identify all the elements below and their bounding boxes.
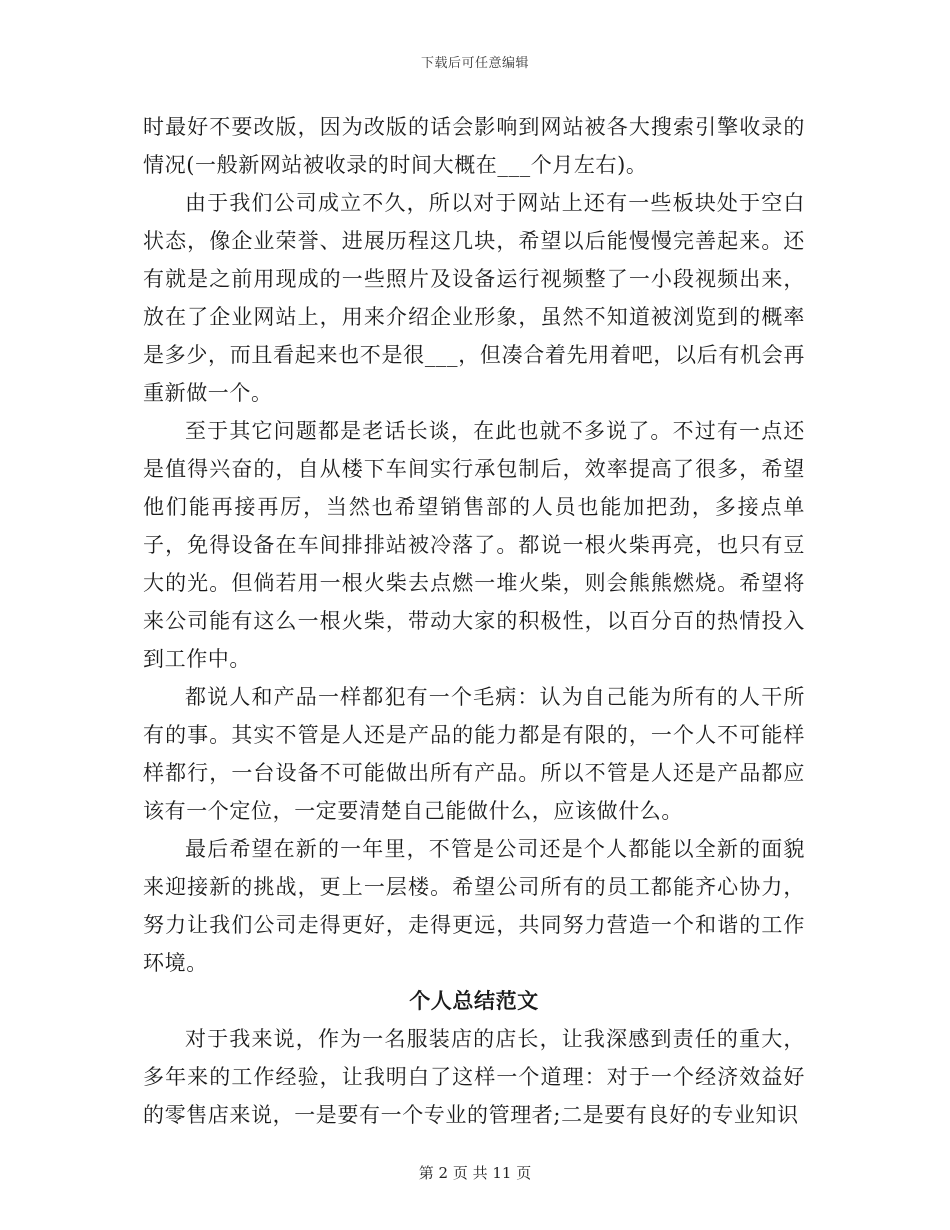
paragraph: 最后希望在新的一年里，不管是公司还是个人都能以全新的面貌来迎接新的挑战，更上一层楼。希望公司所有的员工都能齐心协力，努力让我们公司走得更好，走得更远，共同努力营造一个和谐的工作环境。 [143, 837, 805, 975]
paragraph: 都说人和产品一样都犯有一个毛病：认为自己能为所有的人干所有的事。其实不管是人还是产品的能力都是有限的，一个人不可能样样都行，一台设备不可能做出所有产品。所以不管是人还是产品都应该有一个定位，一定要清楚自己能做什么，应该做什么。 [143, 685, 805, 823]
paragraph: 对于我来说，作为一名服装店的店长，让我深感到责任的重大，多年来的工作经验，让我明白了这样一个道理：对于一个经济效益好的零售店来说，一是要有一个专业的管理者;二是要有良好的专业知识 [143, 1027, 805, 1127]
paragraph: 由于我们公司成立不久，所以对于网站上还有一些板块处于空白状态，像企业荣誉、进展历程这几块，希望以后能慢慢完善起来。还有就是之前用现成的一些照片及设备运行视频整了一小段视频出来，放在了企业网站上，用来介绍企业形象，虽然不知道被浏览到的概率是多少，而且看起来也不是很___，但凑合着先用着吧，以后有机会再重新做一个。 [143, 191, 805, 405]
page-footer: 第 2 页 共 11 页 [418, 1164, 532, 1182]
paragraph: 至于其它问题都是老话长谈，在此也就不多说了。不过有一点还是值得兴奋的，自从楼下车间实行承包制后，效率提高了很多，希望他们能再接再厉，当然也希望销售部的人员也能加把劲，多接点单子，免得设备在车间排排站被冷落了。都说一根火柴再亮，也只有豆大的光。但倘若用一根火柴去点燃一堆火柴，则会熊熊燃烧。希望将来公司能有这么一根火柴，带动大家的积极性，以百分百的热情投入到工作中。 [143, 419, 805, 671]
section-title: 个人总结范文 [409, 988, 539, 1013]
document-body [143, 108, 805, 1134]
paragraph: 时最好不要改版，因为改版的话会影响到网站被各大搜索引擎收录的情况(一般新网站被收录的时间大概在___个月左右)。 [143, 115, 805, 177]
page-header: 下载后可任意编辑 [420, 56, 529, 71]
